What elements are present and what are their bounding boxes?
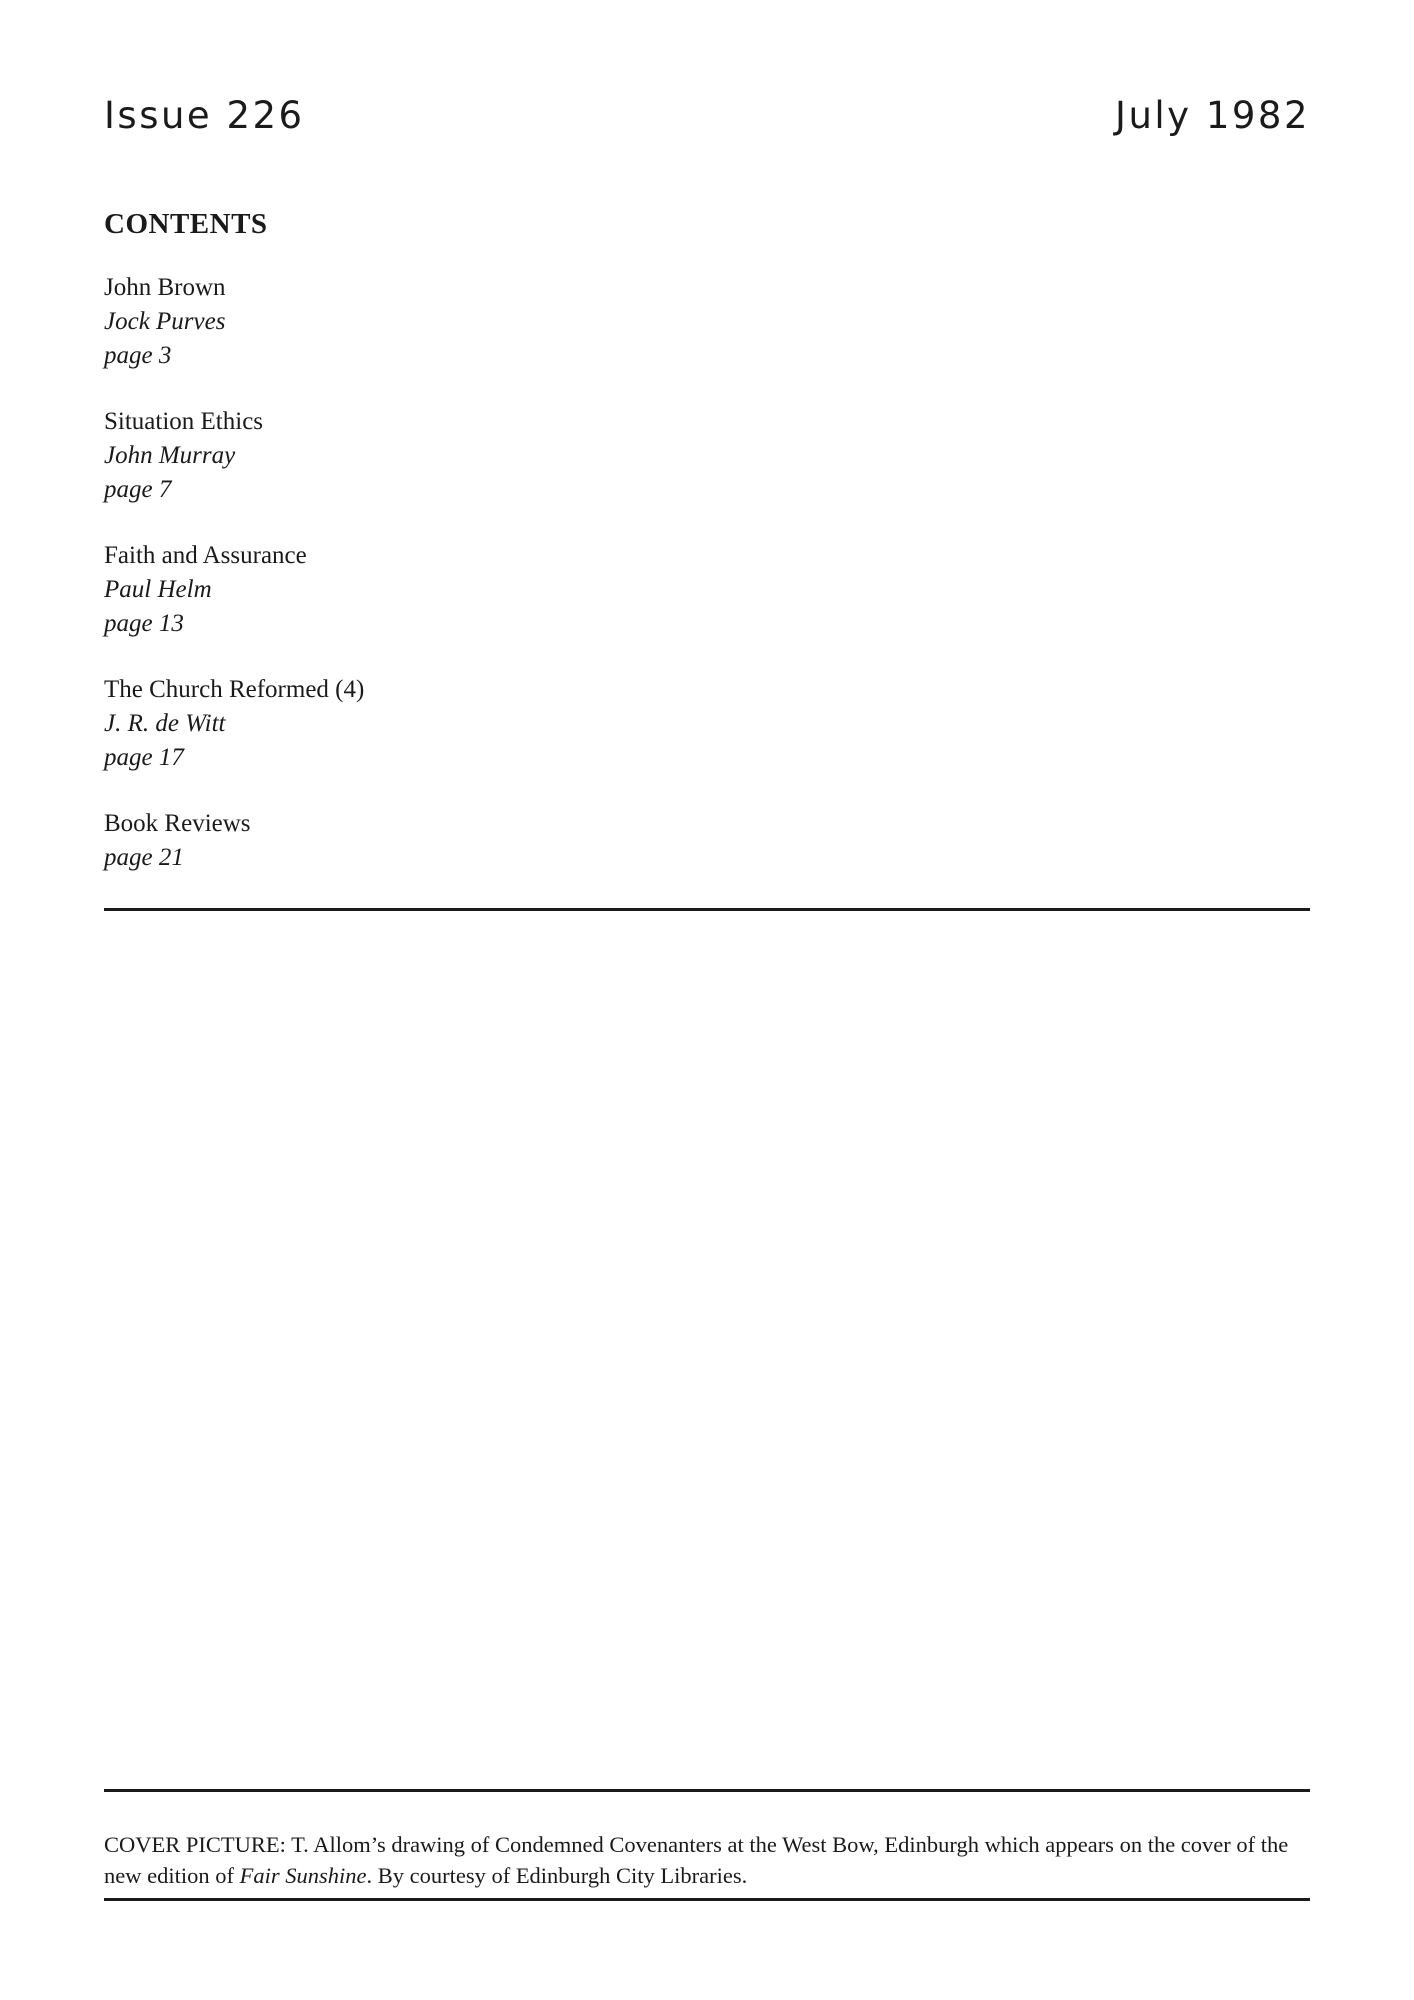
- issue-number: Issue 226: [104, 94, 305, 137]
- toc-author: Paul Helm: [104, 576, 212, 603]
- cover-note-text-2: . By courtesy of Edinburgh City Libraries.: [366, 1862, 748, 1888]
- toc-entry: [104, 405, 1310, 507]
- contents-section: [104, 208, 1310, 875]
- footer-top-rule: [104, 1789, 1310, 1792]
- contents-divider-rule: [104, 908, 1310, 911]
- toc-entry: [104, 673, 1310, 775]
- toc-page: page 3: [104, 342, 172, 369]
- toc-page: page 21: [104, 844, 184, 871]
- masthead: [104, 94, 1310, 137]
- issue-date: July 1982: [1115, 94, 1310, 137]
- toc-title: The Church Reformed (4): [104, 676, 365, 703]
- contents-heading: CONTENTS: [104, 208, 268, 240]
- toc-entry: [104, 539, 1310, 641]
- cover-note-text-1: COVER PICTURE: T. Allom’s drawing of Condemned Covenanters at the West Bow, Edinburgh which appears on the cover of the new edition of: [104, 1831, 1289, 1888]
- toc-author: J. R. de Witt: [104, 710, 226, 737]
- toc-title: John Brown: [104, 274, 226, 301]
- toc-author: Jock Purves: [104, 308, 226, 335]
- toc-page: page 17: [104, 744, 184, 771]
- toc-title: Situation Ethics: [104, 408, 264, 435]
- cover-picture-note: [104, 1829, 1310, 1891]
- toc-entry: [104, 271, 1310, 373]
- toc-entry: [104, 807, 1310, 875]
- cover-note-book-title: Fair Sunshine: [239, 1862, 367, 1888]
- toc-title: Book Reviews: [104, 810, 251, 837]
- toc-page: page 7: [104, 476, 172, 503]
- toc-author: John Murray: [104, 442, 236, 469]
- toc-title: Faith and Assurance: [104, 542, 307, 569]
- footer-bottom-rule: [104, 1898, 1310, 1901]
- toc-page: page 13: [104, 610, 184, 637]
